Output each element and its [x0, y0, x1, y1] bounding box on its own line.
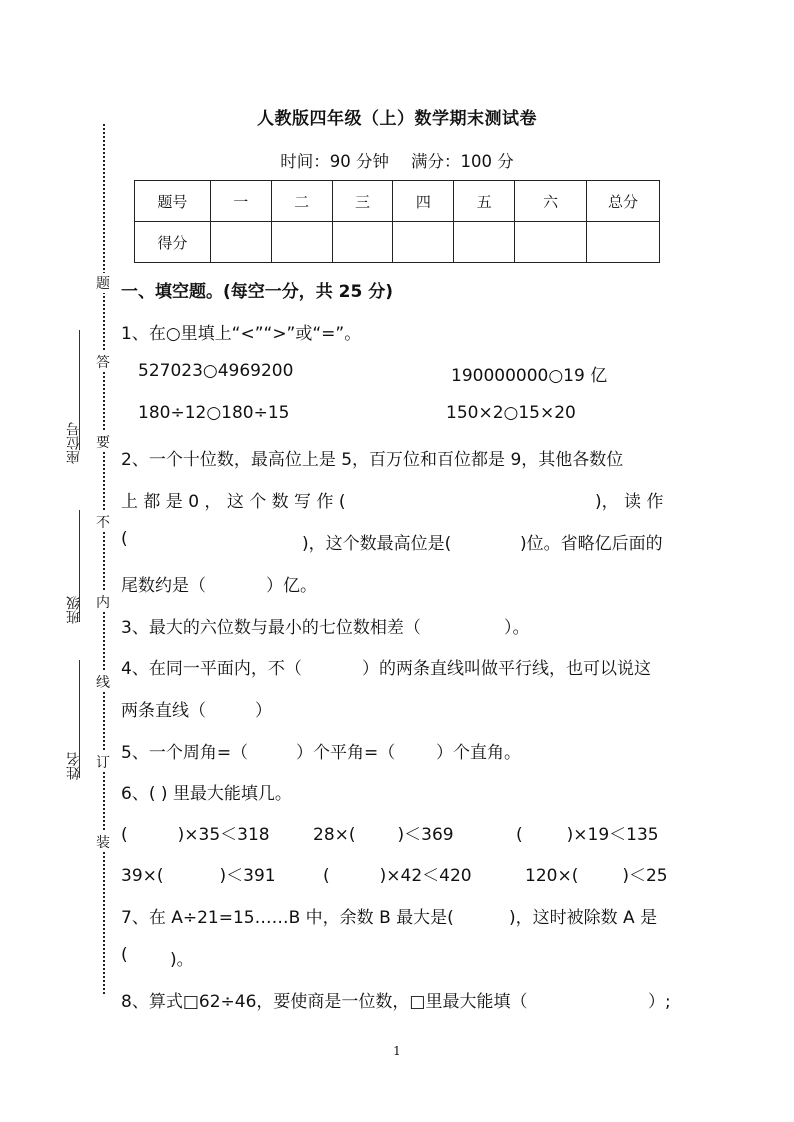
comparison-item: 150×2○15×20	[446, 403, 576, 423]
inequality-item	[121, 820, 270, 845]
inequality-item	[313, 820, 454, 845]
question-2-line: 上 都 是 0 ， 这 个 数 写 作 (	[121, 492, 346, 512]
score-table-score-row	[135, 222, 660, 263]
score-input-cell[interactable]	[393, 222, 454, 263]
inequality-rest: )＜25	[622, 866, 668, 886]
binding-char: 线	[94, 672, 112, 692]
table-cell: 得分	[135, 222, 211, 263]
table-cell: 一	[210, 181, 271, 222]
question-6: 6、( ) 里最大能填几。	[121, 784, 292, 804]
table-cell: 三	[332, 181, 393, 222]
question-2: 2、一个十位数，最高位上是 5，百万位和百位都是 9，其他各数位	[121, 450, 624, 470]
inequality-item	[525, 861, 668, 886]
binding-char: 装	[94, 832, 112, 852]
question-4-line: ）	[255, 701, 272, 721]
table-cell: 六	[515, 181, 587, 222]
table-cell: 四	[393, 181, 454, 222]
score-table-header-row	[135, 181, 660, 222]
question-2-line: ）亿。	[266, 576, 317, 596]
question-7-line: )，这时被除数 A 是	[509, 908, 658, 928]
question-3: 3、最大的六位数与最小的七位数相差（	[121, 618, 421, 638]
question-8: 8、算式□62÷46，要使商是一位数，□里最大能填（	[121, 992, 528, 1012]
inequality-item	[516, 820, 659, 845]
question-5-part: ）个直角。	[436, 743, 521, 763]
question-2-line: )，这个数最高位是(	[302, 534, 452, 554]
question-2-line: (	[121, 529, 128, 549]
question-7: 7、在 A÷21=15……B 中，余数 B 最大是(	[121, 908, 454, 928]
question-4: 4、在同一平面内，不（	[121, 659, 302, 679]
question-2-line: 尾数约是（	[121, 576, 206, 596]
inequality-open: (	[516, 825, 523, 845]
inequality-open: 120×(	[525, 866, 579, 886]
inequality-open: (	[323, 866, 330, 886]
section-heading: 一、填空题。(每空一分，共 25 分)	[121, 282, 394, 302]
question-7-line: (	[121, 945, 128, 965]
name-label: 姓名	[66, 752, 82, 780]
inequality-rest: )×42＜420	[379, 866, 472, 886]
score-input-cell[interactable]	[210, 222, 271, 263]
binding-char: 答	[94, 352, 112, 372]
binding-char: 不	[94, 512, 112, 532]
score-input-cell[interactable]	[515, 222, 587, 263]
question-1: 1、在○里填上“<”“>”或“=”。	[121, 324, 362, 344]
inequality-rest: )＜369	[397, 825, 454, 845]
binding-char: 题	[94, 273, 112, 293]
inequality-rest: )＜391	[219, 866, 276, 886]
inequality-open: 28×(	[313, 825, 356, 845]
comparison-item: 527023○4969200	[138, 361, 294, 381]
table-cell: 总分	[587, 181, 660, 222]
inequality-rest: )×35＜318	[177, 825, 270, 845]
question-5: 5、一个周角=（	[121, 743, 249, 763]
score-table	[134, 180, 660, 263]
score-input-cell[interactable]	[587, 222, 660, 263]
question-7-line: )。	[170, 950, 194, 970]
binding-char: 内	[94, 592, 112, 612]
question-4-line: 两条直线（	[121, 701, 206, 721]
page-title: 人教版四年级（上）数学期末测试卷	[257, 109, 537, 129]
question-4-line: ）的两条直线叫做平行线，也可以说这	[362, 659, 651, 679]
table-cell: 五	[454, 181, 515, 222]
question-5-part: ）个平角=（	[296, 743, 396, 763]
exam-info	[0, 148, 794, 172]
inequality-rest: )×19＜135	[566, 825, 659, 845]
time-limit: 时间：90 分钟	[280, 152, 389, 171]
page-number: 1	[393, 1044, 401, 1058]
comparison-item: 190000000○19 亿	[451, 366, 608, 386]
question-2-line: )位。省略亿后面的	[520, 534, 663, 554]
inequality-item	[121, 861, 276, 886]
table-cell: 二	[271, 181, 332, 222]
question-2-line: )， 读 作	[595, 492, 664, 512]
binding-dotted-line	[103, 124, 105, 994]
binding-char: 订	[94, 752, 112, 772]
score-input-cell[interactable]	[454, 222, 515, 263]
score-input-cell[interactable]	[271, 222, 332, 263]
binding-char: 要	[94, 432, 112, 452]
question-8-end: ）;	[648, 992, 671, 1012]
inequality-item	[323, 861, 472, 886]
inequality-open: (	[121, 825, 128, 845]
seat-number-label: 座位号	[66, 422, 82, 464]
full-score: 满分：100 分	[411, 152, 514, 171]
question-3-end: ）。	[504, 618, 530, 638]
comparison-item: 180÷12○180÷15	[138, 403, 290, 423]
class-label: 班级	[66, 596, 82, 624]
inequality-open: 39×(	[121, 866, 164, 886]
table-cell: 题号	[135, 181, 211, 222]
score-input-cell[interactable]	[332, 222, 393, 263]
